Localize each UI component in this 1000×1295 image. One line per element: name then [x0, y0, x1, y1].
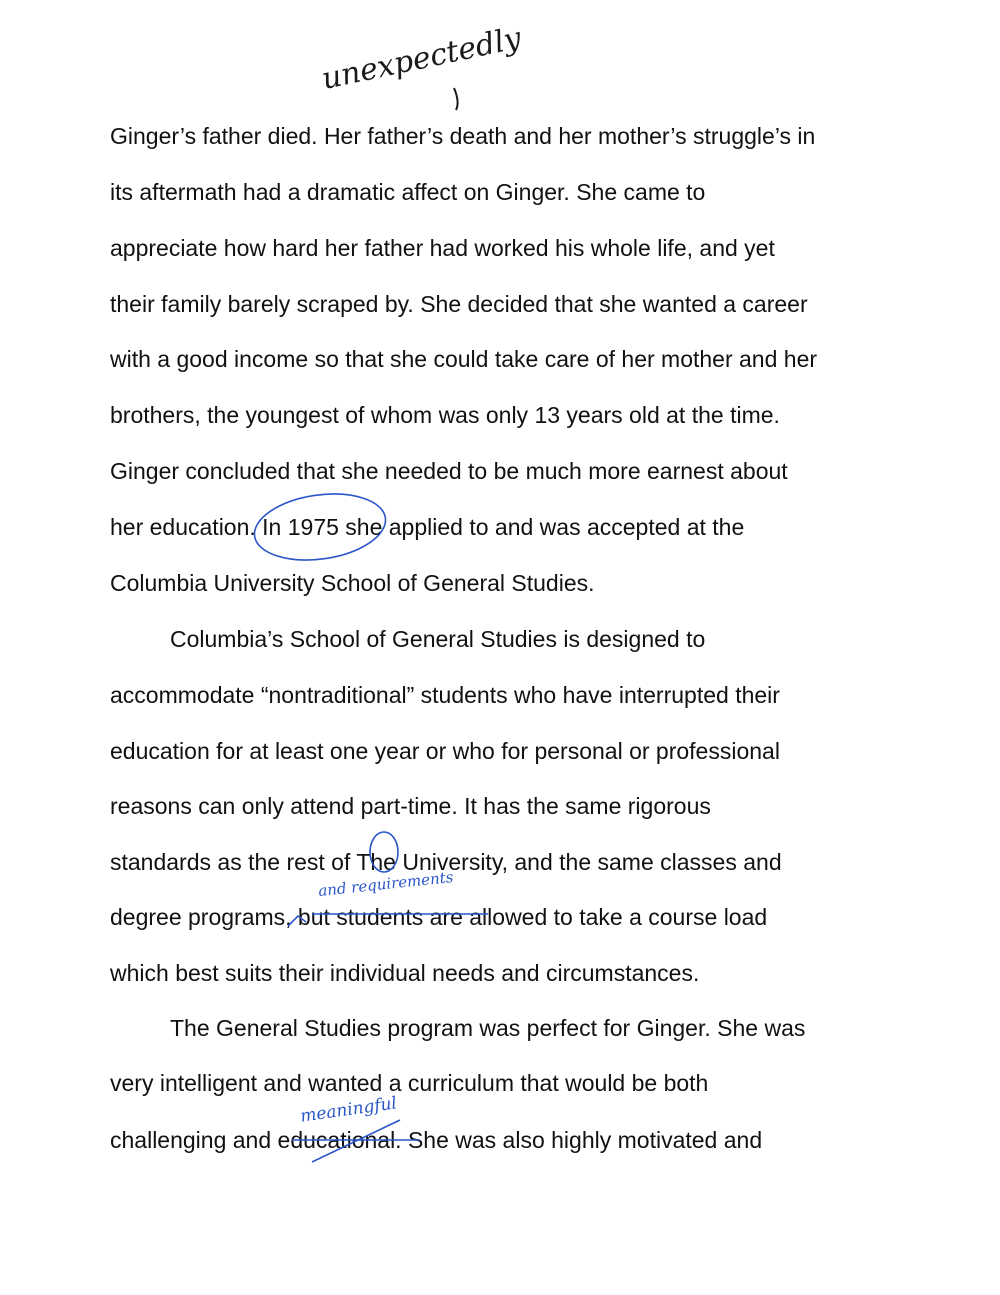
text-line: reasons can only attend part-time. It has the same rigorous	[110, 793, 711, 819]
text-line: which best suits their individual needs and circumstances.	[110, 960, 700, 986]
text-line: brothers, the youngest of whom was only 13 years old at the time.	[110, 402, 780, 428]
text-line: The General Studies program was perfect for Ginger. She was	[170, 1015, 806, 1041]
text-line: accommodate “nontraditional” students who have interrupted their	[110, 682, 780, 708]
text-line: very intelligent and wanted a curriculum that would be both	[110, 1070, 709, 1096]
text-line: degree programs, but students are allowed to take a course load	[110, 904, 768, 930]
text-line: Columbia University School of General Studies.	[110, 570, 595, 596]
text-line: Ginger concluded that she needed to be much more earnest about	[110, 458, 788, 484]
handwritten-insertion-unexpectedly: unexpectedly	[318, 20, 525, 98]
text-line: appreciate how hard her father had worked his whole life, and yet	[110, 235, 775, 261]
text-line: Columbia’s School of General Studies is designed to	[170, 626, 706, 652]
text-line: her education. In 1975 she applied to and was accepted at the	[110, 514, 745, 540]
text-line: its aftermath had a dramatic affect on Ginger. She came to	[110, 179, 706, 205]
text-line: standards as the rest of The University, and the same classes and	[110, 849, 782, 875]
text-line: education for at least one year or who for personal or professional	[110, 738, 780, 764]
handwritten-insertion-meaningful: meaningful	[299, 1093, 399, 1127]
handwritten-insertion-and-requirements: and requirements	[317, 867, 455, 901]
text-line: Ginger’s father died. Her father’s death and her mother’s struggle’s in	[110, 123, 816, 149]
text-line: challenging and educational. She was also highly motivated and	[110, 1127, 763, 1153]
insertion-caret-mark	[454, 88, 458, 110]
text-line: with a good income so that she could take care of her mother and her	[110, 346, 818, 372]
text-line: their family barely scraped by. She decided that she wanted a career	[110, 291, 808, 317]
